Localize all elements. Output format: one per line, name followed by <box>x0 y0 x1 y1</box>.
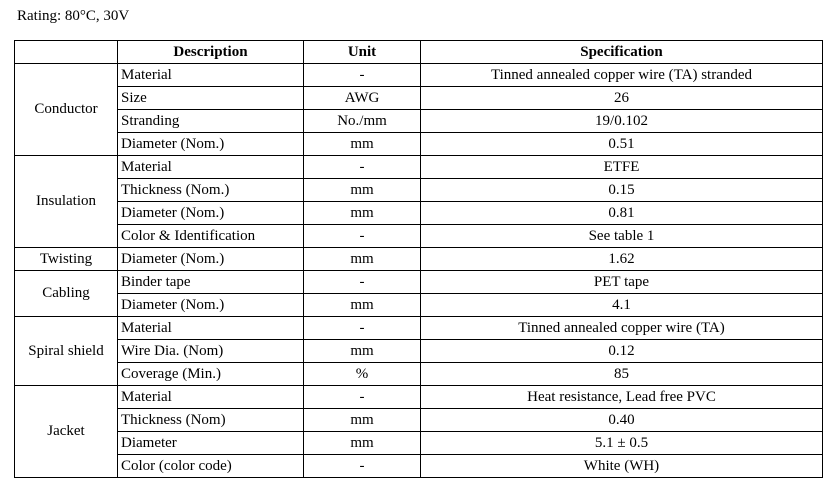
specification-cell: Tinned annealed copper wire (TA) <box>421 317 823 340</box>
specification-cell: 85 <box>421 363 823 386</box>
description-cell: Color & Identification <box>118 225 304 248</box>
unit-cell: - <box>304 64 421 87</box>
unit-cell: - <box>304 317 421 340</box>
unit-cell: mm <box>304 133 421 156</box>
table-row <box>15 248 823 271</box>
description-cell: Diameter (Nom.) <box>118 202 304 225</box>
unit-cell: No./mm <box>304 110 421 133</box>
group-label: Jacket <box>15 386 118 478</box>
specification-cell: 0.40 <box>421 409 823 432</box>
group-label: Conductor <box>15 64 118 156</box>
rating-text: Rating: 80°C, 30V <box>17 8 130 24</box>
group-label: Cabling <box>15 271 118 317</box>
specification-cell: 1.62 <box>421 248 823 271</box>
header-row <box>15 41 823 64</box>
specification-cell: 5.1 ± 0.5 <box>421 432 823 455</box>
unit-cell: mm <box>304 432 421 455</box>
spec-table-body <box>15 64 823 478</box>
table-row <box>15 87 823 110</box>
description-cell: Diameter <box>118 432 304 455</box>
description-cell: Material <box>118 64 304 87</box>
table-row <box>15 202 823 225</box>
table-row <box>15 271 823 294</box>
table-row <box>15 386 823 409</box>
specification-cell: 4.1 <box>421 294 823 317</box>
unit-cell: - <box>304 386 421 409</box>
unit-cell: mm <box>304 202 421 225</box>
specification-cell: 26 <box>421 87 823 110</box>
description-cell: Stranding <box>118 110 304 133</box>
table-row <box>15 110 823 133</box>
unit-cell: - <box>304 455 421 478</box>
table-row <box>15 409 823 432</box>
table-row <box>15 340 823 363</box>
table-row <box>15 64 823 87</box>
table-row <box>15 317 823 340</box>
unit-cell: mm <box>304 248 421 271</box>
description-cell: Wire Dia. (Nom) <box>118 340 304 363</box>
description-cell: Binder tape <box>118 271 304 294</box>
description-cell: Material <box>118 317 304 340</box>
specification-cell: 0.15 <box>421 179 823 202</box>
description-cell: Diameter (Nom.) <box>118 294 304 317</box>
specification-cell: 0.51 <box>421 133 823 156</box>
specification-cell: ETFE <box>421 156 823 179</box>
unit-cell: AWG <box>304 87 421 110</box>
header-specification: Specification <box>421 41 823 64</box>
unit-cell: mm <box>304 294 421 317</box>
description-cell: Material <box>118 156 304 179</box>
description-cell: Thickness (Nom) <box>118 409 304 432</box>
table-row <box>15 133 823 156</box>
unit-cell: mm <box>304 179 421 202</box>
specification-cell: 19/0.102 <box>421 110 823 133</box>
header-description: Description <box>118 41 304 64</box>
description-cell: Color (color code) <box>118 455 304 478</box>
table-row <box>15 225 823 248</box>
description-cell: Diameter (Nom.) <box>118 248 304 271</box>
header-group <box>15 41 118 64</box>
description-cell: Material <box>118 386 304 409</box>
specification-cell: 0.81 <box>421 202 823 225</box>
table-row <box>15 156 823 179</box>
spec-table <box>14 40 823 478</box>
specification-cell: 0.12 <box>421 340 823 363</box>
unit-cell: - <box>304 271 421 294</box>
unit-cell: - <box>304 156 421 179</box>
unit-cell: - <box>304 225 421 248</box>
unit-cell: mm <box>304 340 421 363</box>
description-cell: Diameter (Nom.) <box>118 133 304 156</box>
group-label: Twisting <box>15 248 118 271</box>
specification-cell: White (WH) <box>421 455 823 478</box>
description-cell: Size <box>118 87 304 110</box>
specification-cell: PET tape <box>421 271 823 294</box>
specification-cell: See table 1 <box>421 225 823 248</box>
unit-cell: mm <box>304 409 421 432</box>
header-unit: Unit <box>304 41 421 64</box>
group-label: Spiral shield <box>15 317 118 386</box>
table-row <box>15 455 823 478</box>
description-cell: Thickness (Nom.) <box>118 179 304 202</box>
group-label: Insulation <box>15 156 118 248</box>
table-row <box>15 294 823 317</box>
unit-cell: % <box>304 363 421 386</box>
table-row <box>15 432 823 455</box>
table-row <box>15 363 823 386</box>
specification-cell: Heat resistance, Lead free PVC <box>421 386 823 409</box>
description-cell: Coverage (Min.) <box>118 363 304 386</box>
specification-cell: Tinned annealed copper wire (TA) stranded <box>421 64 823 87</box>
table-row <box>15 179 823 202</box>
